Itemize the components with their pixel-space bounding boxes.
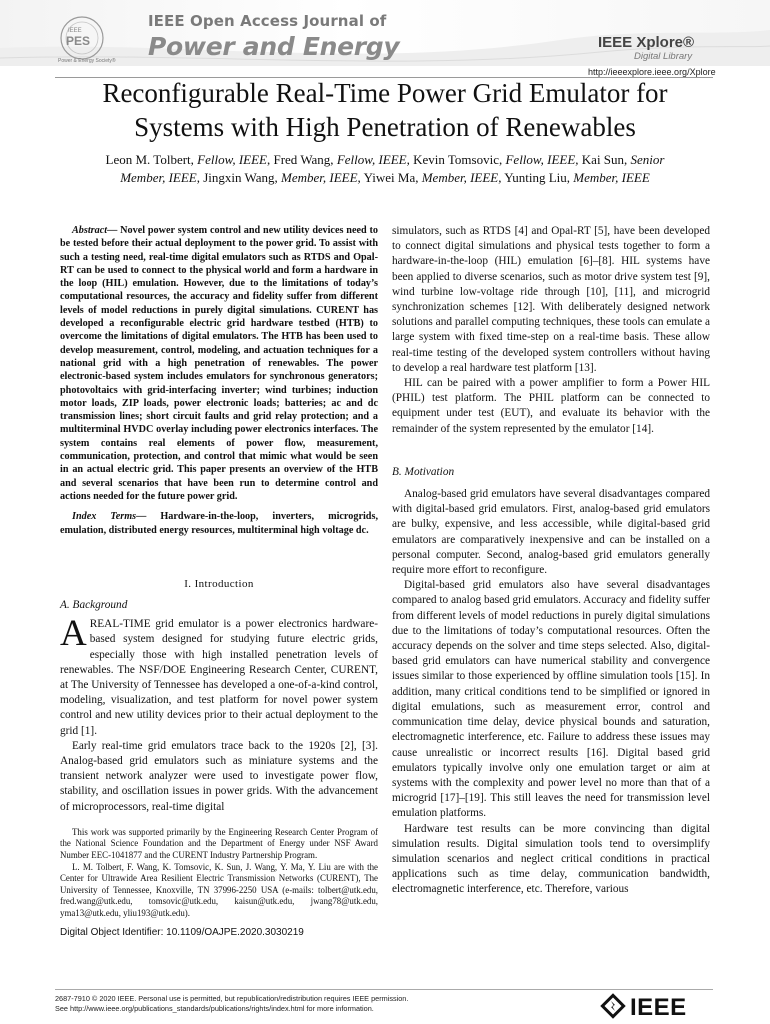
paper-title-line2: Systems with High Penetration of Renewables bbox=[134, 112, 636, 142]
pes-logo bbox=[58, 14, 124, 64]
subsection-motivation: B. Motivation bbox=[392, 465, 455, 478]
footnote-funding: This work was supported primarily by the Engineering Research Center Program of the National Science Foundation and the Department of Energy under NSF Award Number EEC-1041877 and the CURENT Industry Partnership Program. bbox=[60, 826, 378, 861]
author-line2: Member, IEEE, Jingxin Wang, Member, IEEE, Yiwei Ma, Member, IEEE, Yunting Liu, Member, IEEE bbox=[120, 170, 650, 185]
abstract: Abstract— Novel power system control and new utility devices need to be tested before their actual deployment to the power grid. To assist with such a testing need, real-time digital emulators such as RTDS and Opal-RT can be used to connect to the physical world and form a hardware in the loop (HIL) emulation. However, due to the limitations of today’s computational resources, the accuracy and fidelity suffer from different levels of model reductions in purely digital simulations. CURENT has developed a reconfigurable electric grid hardware testbed (HTB) to overcome the limitations of digital emulators. The HTB has been used to develop measurement, control, modeling, and actuation techniques for a national grid with a high penetration of renewables. The power electronic-based system includes emulators for synchronous generators; photovoltaics with grid-interfacing inverter; wind turbines; induction motor loads, ZIP loads, power electronic loads; batteries; ac and dc transmission lines; short circuit faults and grid relay protection; and a multiterminal HVDC overlay including power electronics interfaces. The system contains real elements of power flow, measurement, communication, protection, and control that mimic what would be seen in an actual electric grid. This paper presents an overview of the HTB and several scenarios that have been run to determine control and actions needed for the future power grid. bbox=[60, 225, 378, 502]
paper-title bbox=[20, 76, 750, 144]
ieee-xplore-logo: IEEE Xplore® bbox=[598, 34, 695, 51]
svg-text:IEEE: IEEE bbox=[68, 28, 82, 34]
paper-title-line1: Reconfigurable Real-Time Power Grid Emulator for bbox=[102, 78, 668, 108]
svg-text:IEEE: IEEE bbox=[630, 994, 687, 1019]
ieee-xplore-url[interactable]: http://ieeexplore.ieee.org/Xplore bbox=[588, 67, 716, 77]
footnote-affiliations: L. M. Tolbert, F. Wang, K. Tomsovic, K. Sun, J. Wang, Y. Ma, Y. Liu are with the Center for Ultrawide Area Resilient Electric Transmission Networks (CURENT), The University of Tennessee, Knoxville, TN 37996-2250 USA (e-mails: tolbert@utk.edu, fred.wang@utk.edu, tomsovic@utk.edu, kaisun@utk.edu, jwang78@utk.edu, yma13@utk.edu, yliu193@utk.edu). bbox=[60, 861, 378, 919]
drop-cap: A bbox=[60, 613, 87, 655]
ieee-xplore-subtitle: Digital Library bbox=[634, 51, 693, 62]
right-column bbox=[392, 224, 710, 898]
section-heading-introduction: I. Introduction bbox=[184, 577, 254, 590]
author-list bbox=[30, 151, 740, 187]
ieee-logo bbox=[600, 993, 710, 1019]
right-paragraph-5: Hardware test results can be more convincing than digital simulation results. Digital simulation tools tend to oversimplify simulation scenarios and neglect critical conditions in practical applications such as time delay, communication bandwidth, electromagnetic interference, etc. Therefore, various bbox=[392, 822, 710, 896]
right-paragraph-3: Analog-based grid emulators have several disadvantages compared with digital-based grid emulators. First, analog-based grid emulators are bulky, expensive, and less accessible, while digital-based grid emulators are comparatively inexpensive and can be installed on a personal computer. Second, analog-based grid emulators generally require more effort to reconfigure. bbox=[392, 488, 710, 577]
subsection-background: A. Background bbox=[60, 599, 128, 612]
journal-name-line1: IEEE Open Access Journal of bbox=[148, 12, 387, 30]
intro-paragraph-1: A REAL-TIME grid emulator is a power electronics hardware-based system designed for studying future electric grids, especially those with high installed penetration levels of renewables. The NSF/DOE Engineering Research Center, CURENT, at The University of Tennessee has developed a one-of-a-kind control, modeling, visualization, and test platform for novel power system control and new utility devices prior to their actual deployment to the grid [1]. bbox=[60, 613, 378, 737]
left-column bbox=[60, 224, 378, 940]
doi[interactable]: Digital Object Identifier: 10.1109/OAJPE.2020.3030219 bbox=[60, 926, 304, 938]
copyright-notice: 2687-7910 © 2020 IEEE. Personal use is permitted, but republication/redistribution requires IEEE permission. See http://www.ieee.org/publications_standards/publications/rights/index.html for more information. bbox=[55, 994, 409, 1013]
right-paragraph-2: HIL can be paired with a power amplifier to form a Power HIL (PHIL) test platform. The PHIL platform can be connected to equipment under test (EUT), and evaluate its behavior with the remainder of the system represented by the emulator [14]. bbox=[392, 377, 710, 435]
journal-name-line2: Power and Energy bbox=[148, 32, 400, 61]
intro-paragraph-2: Early real-time grid emulators trace back to the 1920s [2], [3]. Analog-based grid emulators such as miniature systems and the transient network analyzer were used to investigate power flow, stability, and oscillation issues in power grids. With the advancement of microprocessors, real-time digital bbox=[60, 739, 378, 813]
index-terms: Index Terms— Hardware-in-the-loop, inverters, microgrids, emulation, distributed energy resources, multiterminal high voltage dc. bbox=[60, 511, 378, 536]
svg-text:PES: PES bbox=[66, 34, 91, 48]
author-line1: Leon M. Tolbert, Fellow, IEEE, Fred Wang, Fellow, IEEE, Kevin Tomsovic, Fellow, IEEE, Kai Sun, Senior bbox=[105, 152, 665, 167]
footer-divider bbox=[55, 989, 713, 990]
right-paragraph-4: Digital-based grid emulators also have several disadvantages compared to analog based grid emulators. Accuracy and fidelity suffer from different levels of model reductions in purely digital simulations due to the limitations of today’s computational resources. Often the accuracy depends on the solver and time steps selected. Also, digital-based grid emulators can have numerical stability and convergence issues similar to those experienced by offline simulation tools [15]. In addition, many critical conditions tend to be simplified or ignored in digital emulations, such as measurement error, control and communication time delay, device physical bounds and saturation, electromagnetic interference, etc. Failure to address these issues may cause unrealistic or incorrect results [16]. Digital based grid emulators typically involve only one emulation target or aim at systems with the complexity and power level no more than that of a microgrid [17]–[19]. This still leaves the need for transmission level emulation platforms. bbox=[392, 579, 710, 820]
right-paragraph-1: simulators, such as RTDS [4] and Opal-RT [5], have been developed to connect digital simulations and physical tests together to form a hardware-in-the-loop (HIL) emulation [6]–[8]. HIL systems have been applied to diverse scenarios, such as motor drive system test [9], wind turbine low-voltage ride through [10], [11], and microgrid synchronization schemes [12]. With deliberately designed network solutions and parallel computing techniques, these tools can emulate a large system with fixed time-step on a real-time basis. These allow real-time testing of the developed system controllers without having to develop a real hardware test platform [13]. bbox=[392, 225, 710, 374]
svg-text:Power & Energy Society®: Power & Energy Society® bbox=[58, 58, 116, 64]
